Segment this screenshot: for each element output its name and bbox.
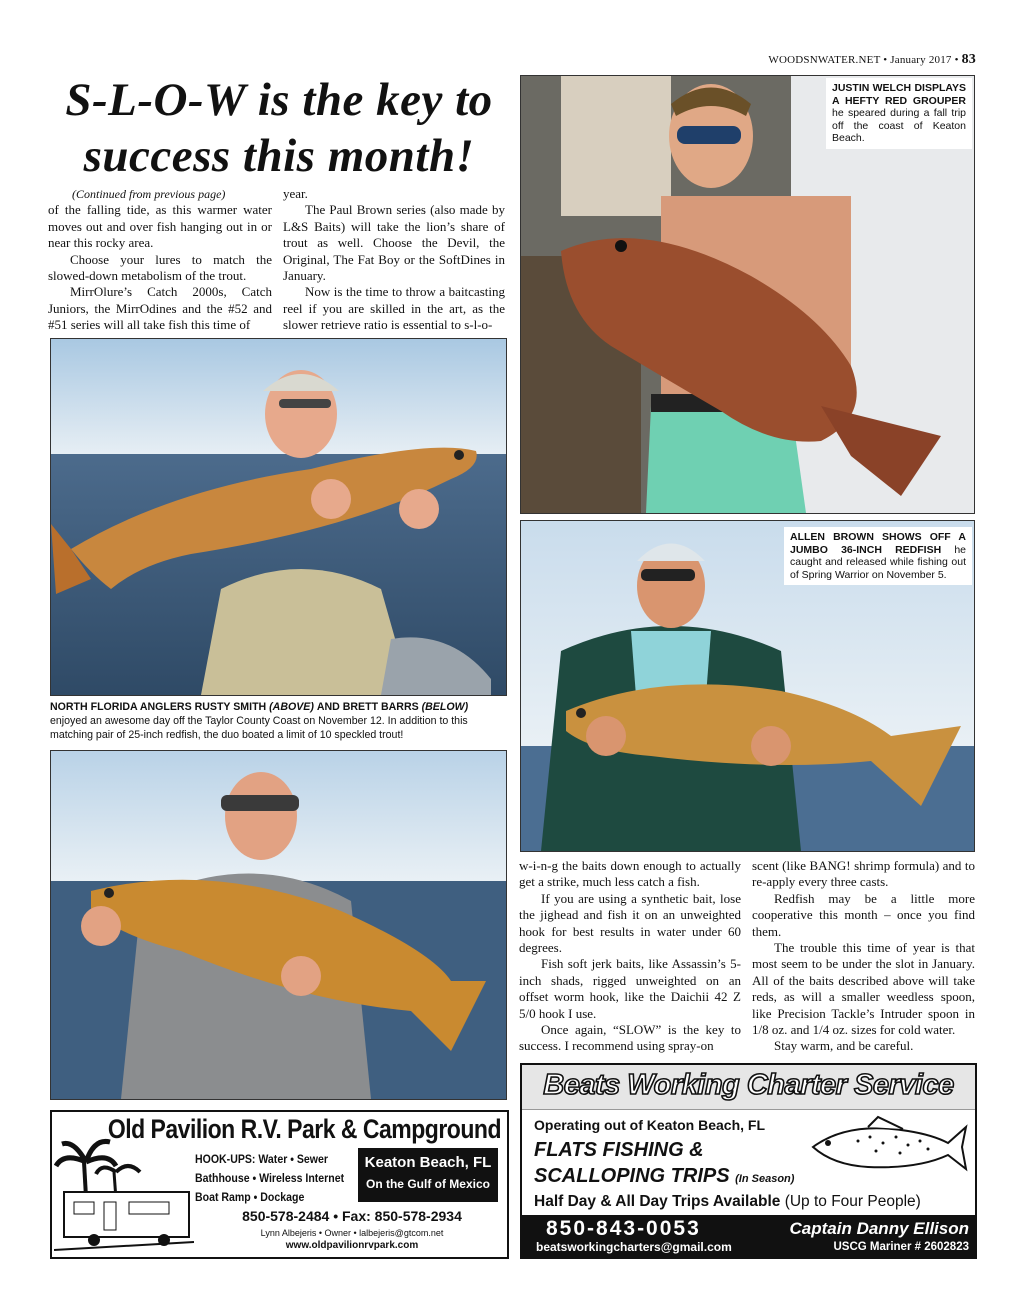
issue-date: January 2017 [890,54,952,66]
ad-charter-captain: Captain Danny Ellison [789,1219,969,1238]
ad-charter-availability: Half Day & All Day Trips Available (Up to Four People) [534,1193,921,1210]
ad-rv-owner: Lynn Albejeris • Owner • lalbejeris@gtcom.net [260,1228,444,1238]
caption-north-florida-anglers: NORTH FLORIDA ANGLERS RUSTY SMITH (ABOVE) AND BRETT BARRS (BELOW) enjoyed an awesome day off the Taylor County Coast on November 12. In addition to this matching pair of 25-inch redfish, the duo boated a limit of 10 speckled trout! [50,701,469,741]
ad-rv-location-box: Keaton Beach, FL On the Gulf of Mexico [358,1148,498,1202]
ad-charter-trips-types: FLATS FISHING & SCALLOPING TRIPS (In Season) [534,1139,795,1187]
article-column-1: (Continued from previous page) of the falling tide, as this warmer water moves out and over fish hanging out in or near this rocky area. Choose your lures to match the slowed-down metabolism of the trout. MirrOlure’s Catch 2000s, Catch Juniors, the MirrOdines and the #52 and #51 series will all take fish this time of [48,187,272,333]
photo-brett-barrs-redfish [50,750,507,1100]
article-column-4: scent (like BANG! shrimp formula) and to re-apply every three casts. Redfish may be a little more cooperative this month – once you find them. The trouble this time of year is that most seem to be under the slot in January. All of the baits described above will take reds, as will a smaller weedless spoon, like Precision Tackle’s Intruder spoon in 1/8 oz. and 1/4 oz. sizes for cold water. Stay warm, and be careful. [752,858,975,1054]
site-name: WOODSNWATER.NET [768,54,881,66]
caption-redfish: ALLEN BROWN SHOWS OFF A JUMBO 36-INCH REDFISH he caught and released while fishing out of Spring Warrior on November 5. [784,527,972,585]
page-header: WOODSNWATER.NET • January 2017 • 83 [768,52,976,67]
ad-beats-working-charter [520,1063,977,1259]
ad-rv-amenities: HOOK-UPS: Water • Sewer Bathhouse • Wireless Internet Boat Ramp • Dockage [195,1152,345,1204]
photo-justin-welch-grouper [520,75,975,514]
photo-rusty-smith-redfish [50,338,507,696]
article-column-3: w-i-n-g the baits down enough to actually get a strike, much less catch a fish. If you are using a synthetic bait, lose the jighead and fish it on an unweighted hook for best results in water under 60 degrees. Fish soft jerk baits, like Assassin’s 5-inch shads, rigged unweighted on an offset worm hook, like the Daichii 42 Z 5/0 hook I use. Once again, “SLOW” is the key to success. I recommend using spray-on [519,858,741,1054]
palm-tree-rv-icon [54,1132,194,1254]
article-column-2: year. The Paul Brown series (also made by L&S Baits) will take the lion’s share of trout as well. Choose the Devil, the Original, The Fat Boy or the SoftDines in January. Now is the time to throw a baitcasting reel if you are skilled in the art, as the slower retrieve ratio is essential to s-l-o- [283,186,505,333]
ad-charter-uscg: USCG Mariner # 2602823 [833,1241,969,1253]
photo-allen-brown-redfish [520,520,975,852]
ad-charter-email: beatsworkingcharters@gmail.com [536,1240,732,1254]
ad-charter-operating: Operating out of Keaton Beach, FL [534,1117,766,1133]
ad-old-pavilion-rv-park [50,1110,509,1259]
page-number: 83 [961,52,976,67]
article-title: S-L-O-W is the key to success this month! [65,74,493,182]
ad-rv-name: Old Pavilion R.V. Park & Campground [107,1114,501,1144]
ad-rv-phone: 850-578-2484 • Fax: 850-578-2934 [242,1208,462,1224]
trout-fish-icon [808,1113,968,1181]
ad-charter-phone: 850-843-0053 [546,1217,701,1240]
ad-rv-website: www.oldpavilionrvpark.com [285,1240,419,1251]
caption-grouper: JUSTIN WELCH DISPLAYS A HEFTY RED GROUPER he speared during a fall trip off the coast of Keaton Beach. [826,78,972,149]
continued-note: (Continued from previous page) [72,187,226,201]
ad-charter-name: Beats Working Charter Service [543,1069,954,1101]
